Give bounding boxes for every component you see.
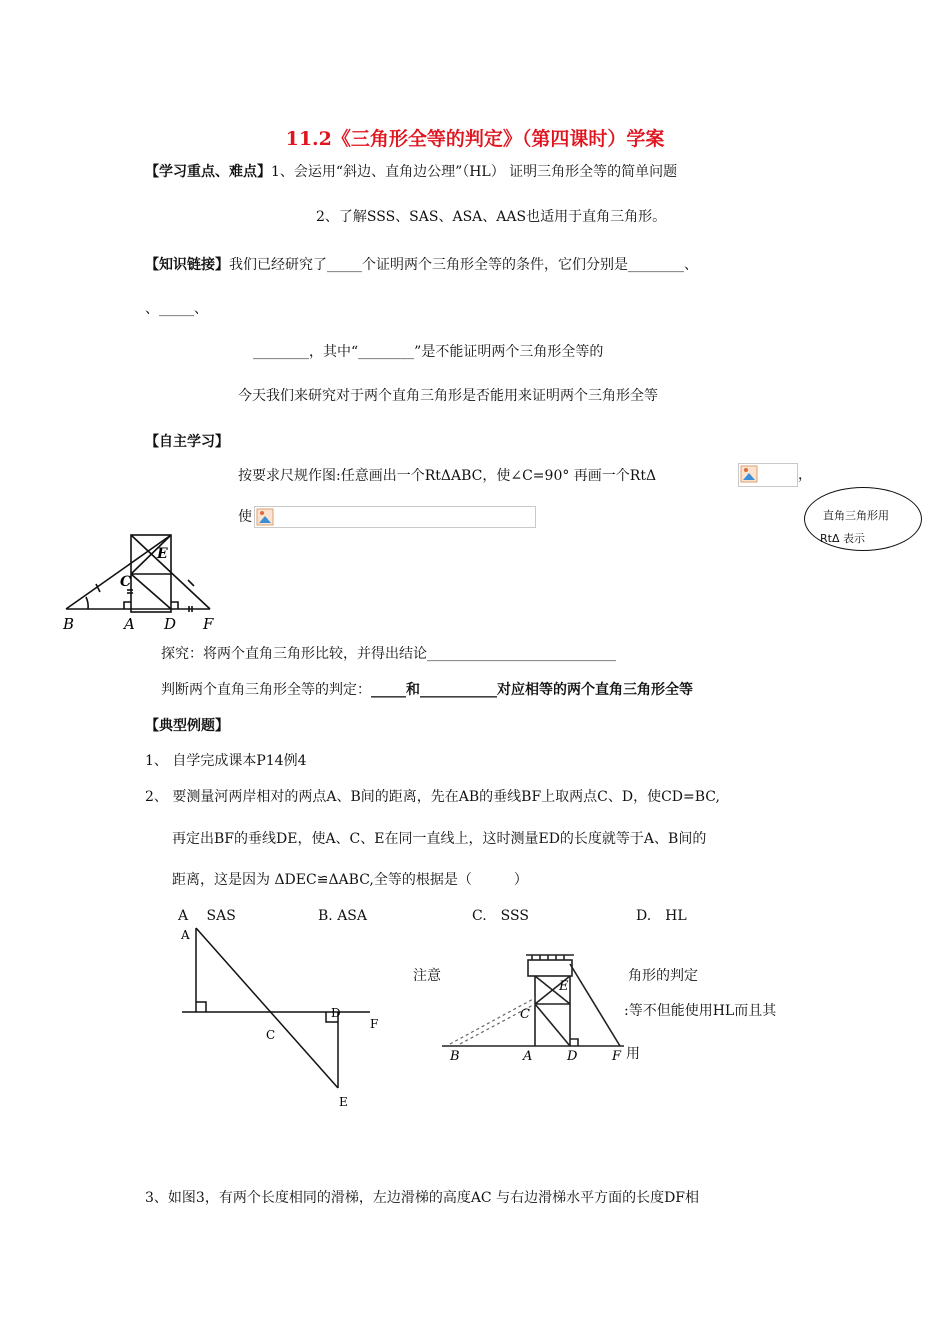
link-row-2: 、_____、 [145,301,208,317]
figure-2-river-diagram [174,920,388,1114]
fig3-label-b: B [450,1049,460,1064]
note-fragment-4: 用 [626,1046,640,1062]
self-study-text-1: 按要求尺规作图:任意画出一个RtΔABC，使∠C=90° 再画一个RtΔ [238,468,657,484]
note-fragment-3: :等不但能使用HL而且其 [624,1003,777,1019]
example-3: 3、如图3，有两个长度相同的滑梯，左边滑梯的高度AC 与右边滑梯水平方面的长度DF相 [145,1190,700,1206]
self-study-label: 【自主学习】 [145,434,229,450]
fig3-label-d: D [567,1049,578,1064]
figure-3-slide-diagram [440,948,632,1066]
note-bubble-line-2: RtΔ 表示 [820,532,865,545]
option-b: B. ASA [318,908,367,924]
option-d: D. HL [636,908,687,924]
fig1-label-c: C [120,574,132,590]
fig3-label-a: A [523,1049,533,1064]
fig3-label-f: F [612,1049,622,1064]
broken-image-icon [256,508,274,526]
fig3-label-e: E [559,979,569,994]
figure-1-triangles [58,530,228,636]
focus-item-1: 1、会运用“斜边、直角边公理”（HL） 证明三角形全等的简单问题 [271,164,678,180]
link-text: 我们已经研究了_____个证明两个三角形全等的条件，它们分别是________、 [229,257,698,273]
link-row-3: ________，其中“________”是不能证明两个三角形全等的 [253,344,604,360]
fig2-label-c: C [266,1028,276,1042]
fig1-label-b: B [63,615,75,633]
judge-prefix: 判断两个直角三角形全等的判定： [161,682,371,698]
fig1-label-f: F [203,615,214,633]
judge-conclusion: _____和___________对应相等的两个直角三角形全等 [371,682,693,698]
self-study-comma: ， [798,467,812,483]
example-2-line-3: 距离，这是因为 ΔDEC≌ΔABC,全等的根据是（ ） [172,872,528,888]
image-placeholder-1 [738,463,798,487]
broken-image-icon [740,465,758,483]
focus-label: 【学习重点、难点】 [145,164,271,180]
example-2-line-1: 2、 要测量河两岸相对的两点A、B间的距离，先在AB的垂线BF上取两点C、D，使CD=BC, [145,789,720,805]
examples-label: 【典型例题】 [145,718,229,734]
note-fragment-2: 角形的判定 [628,968,698,984]
example-2-line-2: 再定出BF的垂线DE，使A、C、E在同一直线上，这时测量ED的长度就等于A、B间的 [172,831,707,847]
note-fragment-1: 注意 [413,968,441,984]
note-bubble-line-1: 直角三角形用 [823,509,889,522]
focus-row-1 [145,163,677,181]
link-label: 【知识链接】 [145,257,229,273]
fig2-label-f: F [370,1017,379,1031]
example-1: 1、 自学完成课本P14例4 [145,753,307,769]
link-row-4: 今天我们来研究对于两个直角三角形是否能用来证明两个三角形全等 [238,388,658,404]
explore-text: 探究：将两个直角三角形比较，并得出结论___________________________ [161,646,616,662]
option-a: A SAS [178,908,236,924]
page-title: 11.2《三角形全等的判定》（第四课时）学案 [285,128,665,150]
focus-item-2: 2、了解SSS、SAS、ASA、AAS也适用于直角三角形。 [316,209,667,225]
image-placeholder-2 [254,506,536,528]
fig2-label-d: D [331,1006,341,1020]
fig2-label-e: E [339,1095,348,1109]
fig3-label-c: C [520,1007,530,1022]
fig2-label-a: A [181,928,190,942]
self-study-text-2: 使 [238,509,252,525]
fig1-label-d: D [164,615,177,633]
judge-row [161,681,693,699]
fig1-label-e: E [157,546,168,562]
option-c: C. SSS [472,908,529,924]
fig1-label-a: A [124,615,135,633]
link-row-1 [145,256,698,274]
